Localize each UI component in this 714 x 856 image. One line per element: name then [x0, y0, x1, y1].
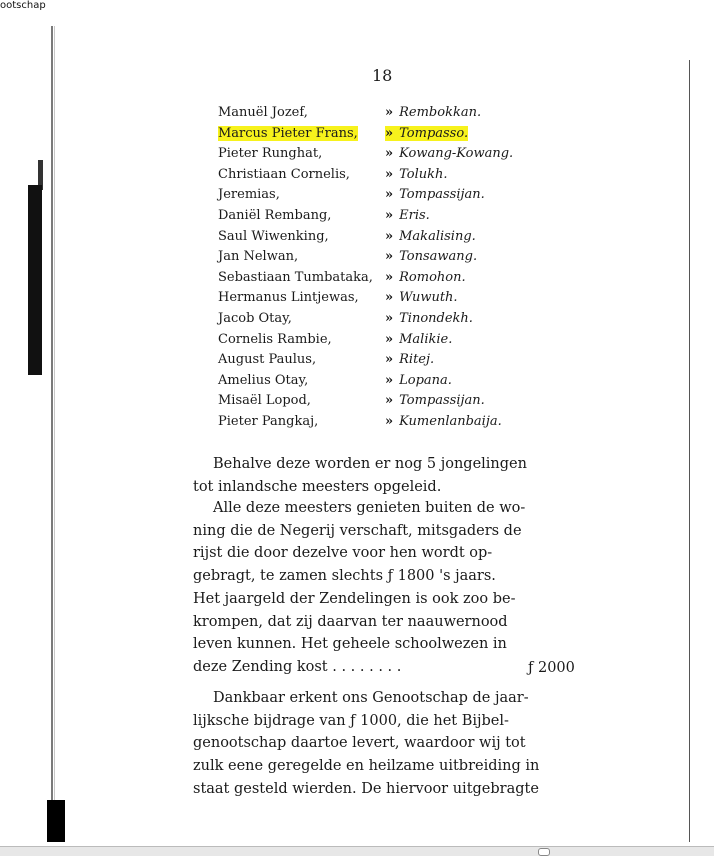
page-left-edge	[51, 26, 53, 838]
name-text: Amelius Otay,	[218, 372, 309, 388]
text-line: Dankbaar erkent ons Genootschap de jaar-	[213, 690, 529, 706]
ditto-mark: »	[385, 310, 394, 326]
name-text: Cornelis Rambie,	[218, 331, 332, 347]
ditto-mark: »	[385, 105, 394, 120]
paragraph-costs	[193, 497, 525, 679]
name-text: Pieter Pangkaj,	[218, 413, 319, 429]
name-row	[218, 227, 373, 248]
scan-artifact-bar	[28, 185, 42, 375]
ditto-mark: »	[385, 249, 394, 265]
name-row	[218, 268, 373, 289]
name-text: Jan Nelwan,	[218, 249, 299, 265]
name-row	[218, 206, 373, 227]
place-row	[385, 124, 513, 145]
name-text: Misaël Lopod,	[218, 393, 311, 409]
ditto-mark: »	[385, 228, 394, 244]
place-row	[385, 288, 513, 309]
ditto-mark: »	[385, 207, 394, 223]
name-text: Sebastiaan Tumbataka,	[218, 269, 373, 285]
places-column	[385, 103, 513, 433]
name-row	[218, 124, 373, 145]
total-amount: ƒ 2000	[528, 660, 575, 676]
name-text: Hermanus Lintjewas,	[218, 290, 359, 306]
ditto-mark: »	[385, 166, 394, 182]
name-row	[218, 391, 373, 412]
place-text: Ritej.	[399, 352, 435, 368]
place-row	[385, 350, 513, 371]
name-text: Jeremias,	[218, 187, 280, 203]
text-line: tot inlandsche meesters opgeleid.	[193, 478, 442, 495]
text-line: rijst die door dezelve voor hen wordt op-	[193, 545, 493, 562]
place-text: Tompassijan.	[399, 393, 485, 409]
place-text: Tompassijan.	[399, 187, 485, 203]
ditto-mark: »	[385, 352, 394, 368]
name-text: Manuël Jozef,	[218, 105, 308, 120]
page-right-edge	[689, 60, 690, 842]
place-row	[385, 247, 513, 268]
name-row	[218, 288, 373, 309]
place-row	[385, 144, 513, 165]
name-text: Pieter Runghat,	[218, 146, 323, 162]
name-row	[218, 371, 373, 392]
page-left-edge-shadow	[54, 26, 55, 838]
ditto-mark: »	[385, 146, 394, 162]
name-row	[218, 165, 373, 186]
text-line: Alle deze meesters genieten buiten de wo-	[213, 500, 526, 516]
place-text: Rembokkan.	[399, 105, 482, 120]
paragraph-students	[193, 453, 527, 498]
place-text: Romohon.	[399, 269, 466, 285]
text-line: genootschap daartoe levert, waardoor wij tot	[193, 735, 526, 752]
name-text: August Paulus,	[218, 352, 317, 368]
ditto-mark: »	[385, 269, 394, 285]
name-row	[218, 412, 373, 433]
text-line: Behalve deze worden er nog 5 jongelingen	[213, 456, 527, 472]
name-row	[218, 144, 373, 165]
place-text: Tonsawang.	[399, 249, 478, 265]
name-text: Saul Wiwenking,	[218, 228, 329, 244]
place-row	[385, 227, 513, 248]
name-row	[218, 247, 373, 268]
place-text: Wuwuth.	[399, 290, 458, 306]
ditto-mark: »	[385, 331, 394, 347]
text-line: staat gesteld wierden. De hiervoor uitgebragte	[193, 780, 539, 797]
place-text: Malikie.	[399, 331, 453, 347]
ditto-mark: »	[385, 372, 394, 388]
name-row	[218, 309, 373, 330]
text-line: deze Zending kost . . . . . . . .	[193, 658, 402, 675]
place-text: Kowang-Kowang.	[399, 146, 514, 162]
place-text: Lopana.	[399, 372, 452, 388]
place-row	[385, 412, 513, 433]
ditto-mark: »	[385, 290, 394, 306]
place-text: Makalising.	[399, 228, 476, 244]
ditto-mark: »	[385, 393, 394, 409]
name-row	[218, 330, 373, 351]
text-line: krompen, dat zij daarvan ter naauwernood	[193, 613, 508, 630]
place-text-highlighted: Tompasso.	[399, 125, 469, 141]
name-text: Jacob Otay,	[218, 310, 292, 326]
page-number: 18	[372, 66, 393, 85]
name-row	[218, 350, 373, 371]
name-text: Christiaan Cornelis,	[218, 166, 350, 182]
ditto-mark: »	[385, 413, 394, 429]
place-row	[385, 309, 513, 330]
place-row	[385, 165, 513, 186]
text-line: ning die de Negerij verschaft, mitsgaders de	[193, 522, 522, 539]
name-text: Daniël Rembang,	[218, 207, 332, 223]
text-line: zulk eene geregelde en heilzame uitbreiding in	[193, 758, 540, 775]
place-row	[385, 103, 513, 124]
place-text: Eris.	[399, 207, 430, 223]
window-tab-title: ootschap	[0, 0, 46, 11]
place-text: Kumenlanbaija.	[399, 413, 502, 429]
paragraph-thanks	[193, 687, 539, 801]
place-row	[385, 185, 513, 206]
text-line: lijksche bijdrage van ƒ 1000, die het Bijbel-	[193, 712, 509, 729]
place-row	[385, 268, 513, 289]
text-line: leven kunnen. Het geheele schoolwezen in	[193, 636, 507, 653]
ditto-mark: »	[385, 125, 394, 141]
place-row	[385, 330, 513, 351]
scan-artifact-bottom	[47, 800, 65, 842]
names-column	[218, 103, 373, 433]
place-row	[385, 391, 513, 412]
name-text-highlighted: Marcus Pieter Frans,	[218, 125, 358, 141]
name-row	[218, 185, 373, 206]
text-line: gebragt, te zamen slechts ƒ 1800 's jaars.	[193, 568, 496, 585]
place-row	[385, 206, 513, 227]
name-row	[218, 103, 373, 124]
text-line: Het jaargeld der Zendelingen is ook zoo be-	[193, 590, 516, 607]
place-text: Tolukh.	[399, 166, 448, 182]
ditto-mark: »	[385, 187, 394, 203]
place-text: Tinondekh.	[399, 310, 473, 326]
place-row	[385, 371, 513, 392]
